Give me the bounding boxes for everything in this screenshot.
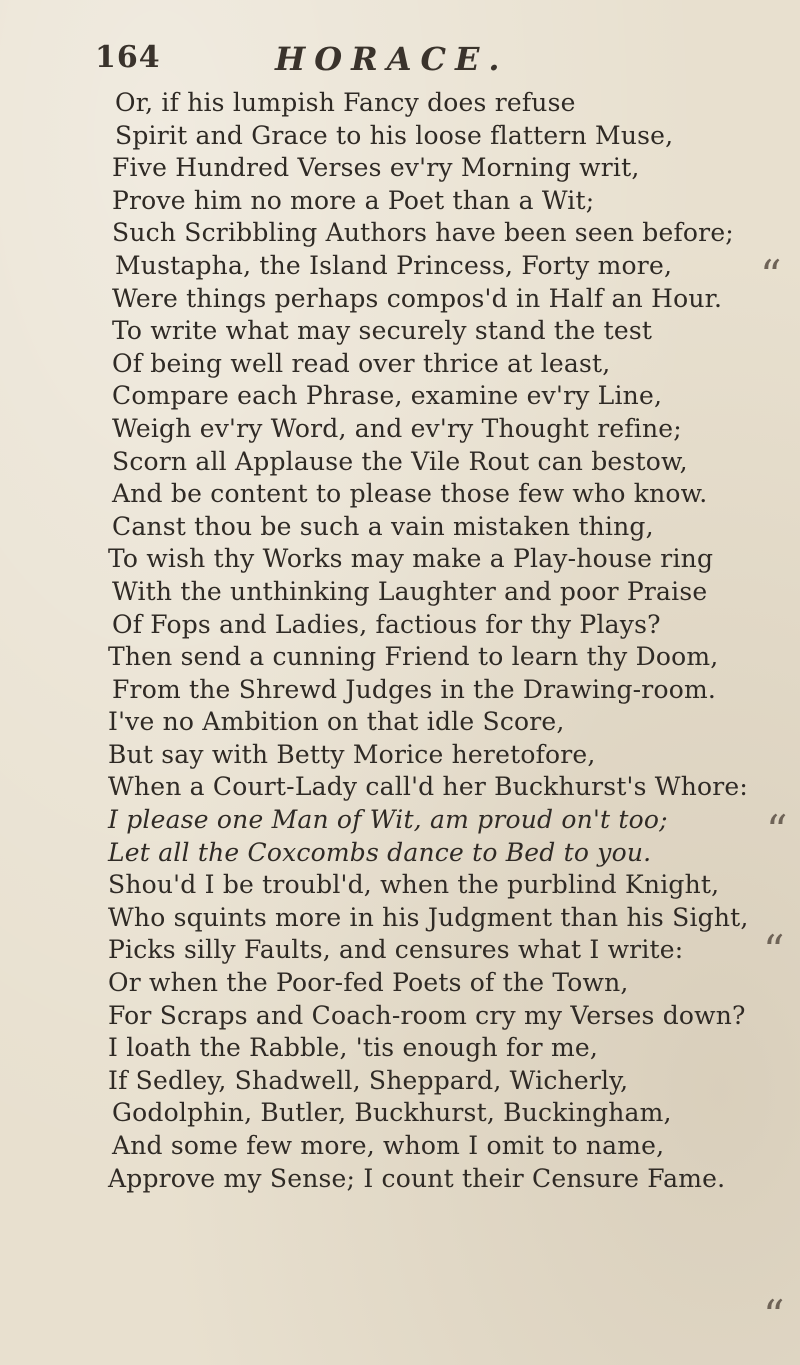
poem-line: Or, if his lumpish Fancy does refuse	[115, 88, 576, 117]
poem-line: I loath the Rabble, 'tis enough for me,	[108, 1033, 598, 1063]
poem-line: Who squints more in his Judgment than his Sight,	[108, 902, 749, 932]
poem-line: Let all the Coxcombs dance to Bed to you.	[108, 837, 652, 867]
poem-text	[0, 87, 800, 1195]
running-title: HORACE.	[275, 40, 509, 78]
page-header	[95, 40, 715, 80]
poem-line: For Scraps and Coach-room cry my Verses down?	[108, 1000, 746, 1030]
poem-line: I please one Man of Wit, am proud on't too;	[108, 805, 668, 835]
poem-line: And some few more, whom I omit to name,	[112, 1131, 665, 1160]
poem-line: Then send a cunning Friend to learn thy Doom,	[108, 642, 719, 672]
poem-line: Spirit and Grace to his loose flattern Muse,	[115, 120, 674, 150]
poem-line: Shou'd I be troubl'd, when the purblind Knight,	[108, 870, 720, 900]
poem-line: Prove him no more a Poet than a Wit;	[112, 185, 595, 215]
poem-line: When a Court-Lady call'd her Buckhurst's Whore:	[108, 772, 749, 802]
poem-line: Canst thou be such a vain mistaken thing,	[112, 511, 654, 541]
poem-line: If Sedley, Shadwell, Sheppard, Wicherly,	[108, 1065, 629, 1095]
poem-line: Mustapha, the Island Princess, Forty more,	[115, 250, 673, 280]
poem-line: Such Scribbling Authors have been seen before;	[112, 218, 734, 248]
poem-line: Weigh ev'ry Word, and ev'ry Thought refine;	[112, 413, 682, 443]
poem-line: But say with Betty Morice heretofore,	[108, 739, 596, 769]
poem-line: To wish thy Works may make a Play-house ring	[108, 544, 714, 574]
poem-line: Five Hundred Verses ev'ry Morning writ,	[112, 153, 640, 183]
poem-line: And be content to please those few who know.	[112, 479, 708, 509]
page-number: 164	[95, 40, 161, 75]
poem-line: Godolphin, Butler, Buckhurst, Buckingham,	[112, 1098, 672, 1128]
poem-line: Compare each Phrase, examine ev'ry Line,	[112, 381, 663, 411]
poem-line: Of Fops and Ladies, factious for thy Plays?	[112, 609, 661, 639]
poem-line: With the unthinking Laughter and poor Praise	[112, 576, 708, 606]
poem-line: Of being well read over thrice at least,	[112, 348, 611, 378]
poem-line: To write what may securely stand the test	[112, 316, 653, 346]
quote-ornament-icon: “	[763, 1291, 785, 1340]
poem-line: Scorn all Applause the Vile Rout can bestow,	[112, 446, 688, 476]
poem-line: Were things perhaps compos'd in Half an Hour.	[112, 283, 723, 313]
quote-ornament-icon: “	[760, 251, 782, 300]
quote-ornament-icon: “	[763, 926, 785, 975]
poem-line: Approve my Sense; I count their Censure Fame.	[108, 1163, 726, 1193]
poem-line: From the Shrewd Judges in the Drawing-room.	[112, 674, 716, 704]
quote-ornament-icon: “	[766, 806, 788, 855]
poem-line: Picks silly Faults, and censures what I write:	[108, 935, 684, 965]
poem-line: I've no Ambition on that idle Score,	[108, 707, 565, 737]
poem-line: Or when the Poor-fed Poets of the Town,	[108, 968, 629, 998]
